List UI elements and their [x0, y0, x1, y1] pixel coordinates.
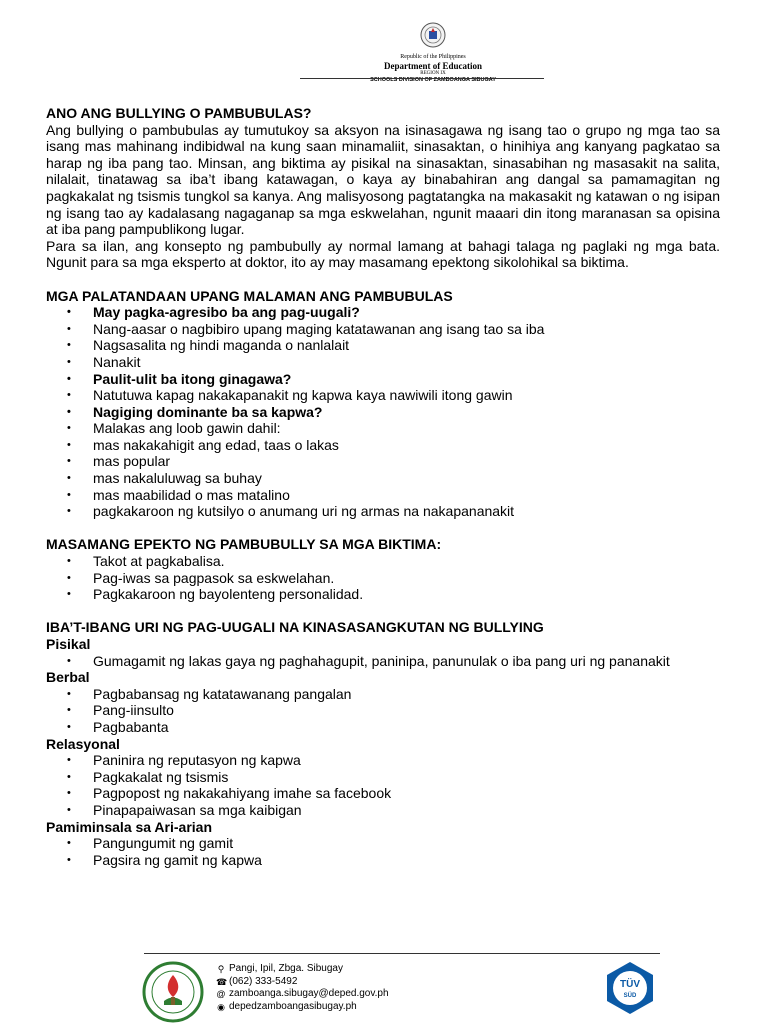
berbal-list	[46, 686, 720, 736]
section-title-palatandaan: MGA PALATANDAAN UPANG MALAMAN ANG PAMBUBULAS	[46, 287, 453, 304]
list-item: • mas nakaluluwag sa buhay	[46, 470, 720, 487]
header-department: Department of Education	[384, 61, 482, 71]
address-text: Pangi, Ipil, Zbga. Sibugay	[229, 963, 343, 974]
list-item: • Nagsasalita ng hindi maganda o nanlalait	[46, 337, 720, 354]
list-item: • mas maabilidad o mas matalino	[46, 487, 720, 504]
list-item: • Paulit-ulit ba itong ginagawa?	[46, 371, 720, 388]
subheading-pisikal: Pisikal	[46, 636, 91, 652]
list-item: • Pang-iinsulto	[46, 702, 720, 719]
list-item: • Pagbabanta	[46, 719, 720, 736]
section-title-uri-ng-pag-uugali: IBA’T-IBANG URI NG PAG-UUGALI NA KINASASANGKUTAN NG BULLYING	[46, 619, 544, 636]
footer-divider	[144, 953, 660, 954]
tuv-certification-icon	[602, 960, 658, 1016]
footer-contacts	[216, 963, 389, 1013]
pisikal-list	[46, 653, 720, 670]
facebook-text: depedzamboangasibugay.ph	[229, 1000, 357, 1012]
list-item: • Pagpopost ng nakakahiyang imahe sa facebook	[46, 785, 720, 802]
list-item: • Pag-iwas sa pagpasok sa eskwelahan.	[46, 570, 720, 587]
email-row	[216, 988, 389, 1001]
list-item: • Paninira ng reputasyon ng kapwa	[46, 752, 720, 769]
phone-icon: ☎	[216, 976, 228, 987]
location-pin-icon: ⚲	[217, 964, 225, 974]
email-icon: @	[216, 989, 226, 999]
effects-list	[46, 553, 720, 603]
svg-text:TÜV: TÜV	[620, 979, 640, 990]
list-item: • Nanakit	[46, 354, 720, 371]
division-logo-icon	[142, 961, 204, 1023]
header-division: SCHOOLS DIVISION OF ZAMBOANGA SIBUGAY	[370, 77, 496, 83]
subheading-berbal: Berbal	[46, 669, 90, 686]
opinion-paragraph: Para sa ilan, ang konsepto ng pambubully ay normal lamang at bahagi talaga ng paglaki ng mga bata. Ngunit para sa mga eksperto at doktor, ito ay may masamang epektong sikolohikal sa biktima.	[46, 237, 720, 271]
list-item: • Takot at pagkabalisa.	[46, 553, 720, 570]
document-body	[46, 105, 720, 868]
pamiminsala-list	[46, 835, 720, 868]
phone-row	[216, 976, 389, 989]
deped-seal-icon	[420, 22, 446, 48]
document-header	[318, 22, 548, 84]
list-item: • Pagkakaroon ng bayolenteng personalidad.	[46, 586, 720, 603]
list-item: • Nang-aasar o nagbibiro upang maging katatawanan ang isang tao sa iba	[46, 321, 720, 338]
email-text: zamboanga.sibugay@deped.gov.ph	[229, 988, 389, 999]
list-item: • mas popular	[46, 453, 720, 470]
list-item: • Pinapapaiwasan sa mga kaibigan	[46, 802, 720, 819]
signs-list	[46, 304, 720, 520]
address-row	[216, 963, 389, 976]
facebook-icon: ◉	[217, 1001, 225, 1012]
list-item: • Natutuwa kapag nakakapanakit ng kapwa kaya nawiwili itong gawin	[46, 387, 720, 404]
facebook-row	[216, 1001, 389, 1014]
definition-paragraph: Ang bullying o pambubulas ay tumutukoy sa aksyon na isinasagawa ng isang tao o grupo ng mga tao sa isang mas mahinang indibidwal na kung saan minamaliit, sinasaktan, o hinihiya ang kanyang pagkatao sa harap ng iba pang tao. Minsan, ang biktima ay pisikal na sinasaktan, sinasabihan ng masasakit na salita, nilalait, tinatawag sa iba’t ibang katawagan, o kaya ay binabahiran ang dangal sa pamamagitan ng pagkakalat ng tsismis tungkol sa kanya. Ang malisyosong pagtatangka na makasakit ng katawan o ng isipan ng isang tao ay kadalasang nagaganap sa mga eskwelahan, ngunit maaari din itong maranasan sa opisina at iba pang pampublikong lugar.	[46, 121, 720, 238]
section-title-masamang-epekto: MASAMANG EPEKTO NG PAMBUBULLY SA MGA BIKTIMA:	[46, 536, 442, 553]
svg-text:SÜD: SÜD	[623, 993, 637, 999]
list-item: • Pagsira ng gamit ng kapwa	[46, 852, 720, 869]
list-item: • Pagkakalat ng tsismis	[46, 769, 720, 786]
header-divider	[300, 78, 544, 79]
subheading-pamiminsala: Pamiminsala sa Ari-arian	[46, 818, 213, 835]
list-item: • Nagiging dominante ba sa kapwa?	[46, 404, 720, 421]
header-republic: Republic of the Philippines	[400, 54, 466, 60]
phone-text: (062) 333-5492	[229, 975, 298, 987]
list-item: • May pagka-agresibo ba ang pag-uugali?	[46, 304, 720, 321]
list-item: • Pagbabansag ng katatawanang pangalan	[46, 686, 720, 703]
relasyonal-list	[46, 752, 720, 818]
list-item: • Gumagamit ng lakas gaya ng paghahagupit, paninipa, panunulak o iba pang uri ng pananakit	[46, 653, 720, 670]
subheading-relasyonal: Relasyonal	[46, 735, 120, 752]
header-region: REGION IX	[420, 71, 446, 76]
list-item: • mas nakakahigit ang edad, taas o lakas	[46, 437, 720, 454]
list-item: • Pangungumit ng gamit	[46, 835, 720, 852]
section-title-ano-ang-bullying: ANO ANG BULLYING O PAMBUBULAS?	[46, 105, 312, 121]
list-item: • pagkakaroon ng kutsilyo o anumang uri ng armas na nakapananakit	[46, 503, 720, 520]
list-item: • Malakas ang loob gawin dahil:	[46, 420, 720, 437]
